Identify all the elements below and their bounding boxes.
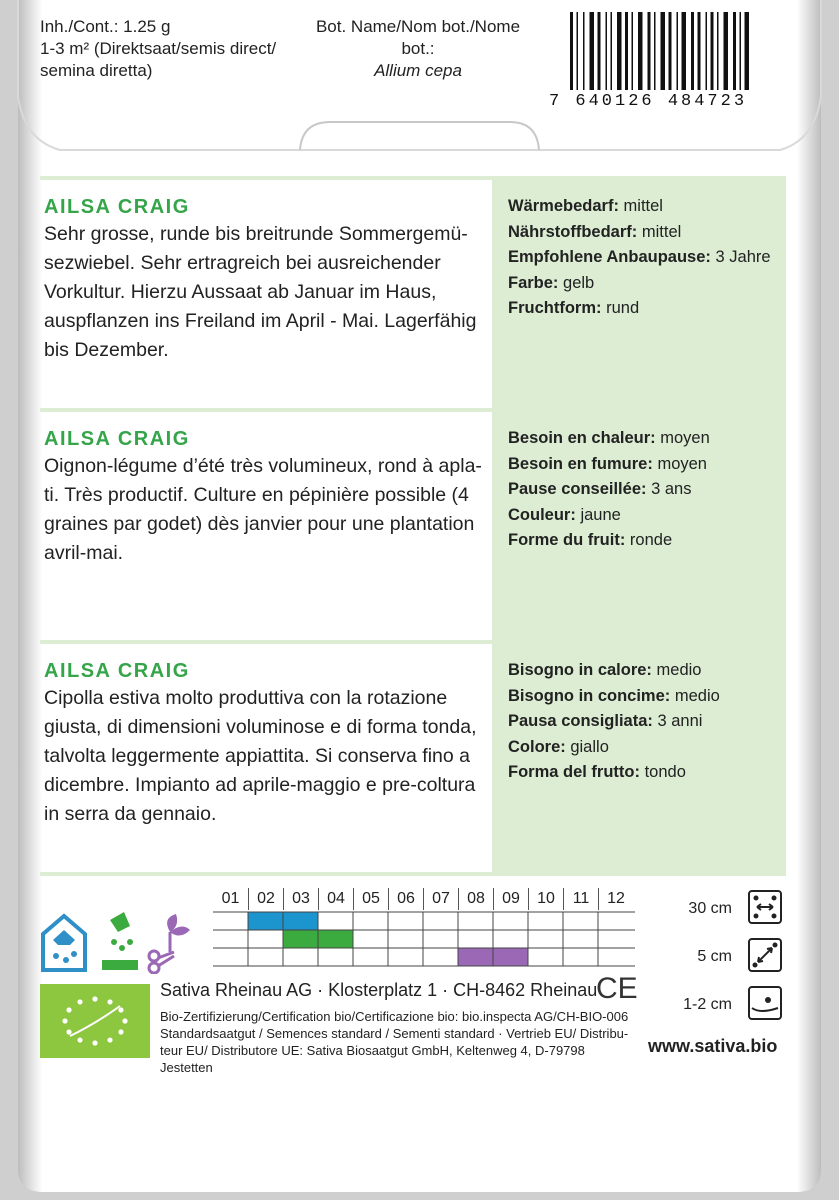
description-column — [40, 180, 492, 365]
cultivation-icons — [40, 912, 190, 974]
description-text: Oignon-légume d’été très volumineux, rond à apla- ti. Très productif. Culture en pépinière possible (4 graines par godet) dès janvier pour une plantation avril-mai. — [44, 455, 482, 564]
eu-star — [66, 1007, 71, 1012]
property-row: Pause conseillée: 3 ans — [508, 480, 692, 498]
botanical-label: Bot. Name/Nom bot./Nome bot.: — [315, 17, 521, 58]
variety-title: AILSA CRAIG — [44, 428, 190, 450]
eu-star — [92, 1040, 97, 1045]
description-column — [40, 412, 492, 568]
variety-title: AILSA CRAIG — [44, 196, 190, 218]
barcode-bar — [632, 12, 634, 90]
company-address: Sativa Rheinau AG · Klosterplatz 1 · CH-8462 Rheinau — [160, 980, 598, 1000]
month-label: 01 — [221, 890, 240, 907]
standard-text: Standardsaatgut / Semences standard / Sementi standard · Vertrieb EU/ Distribu- — [160, 1026, 629, 1041]
barcode-bar — [745, 12, 750, 90]
barcode-bar — [625, 12, 628, 90]
section-french — [40, 412, 786, 640]
barcode-bar — [654, 12, 656, 90]
properties-panel — [492, 644, 786, 872]
calendar-months — [213, 888, 635, 910]
month-label: 04 — [318, 888, 353, 910]
month-label: 10 — [528, 888, 563, 910]
barcode-bar — [598, 12, 601, 90]
eu-star — [107, 1037, 112, 1042]
outdoor-sowing-icon — [102, 912, 138, 970]
month-label: 11 — [563, 888, 598, 910]
barcode-bar — [691, 12, 694, 90]
barcode-bar — [606, 12, 608, 90]
barcode-bar — [677, 12, 679, 90]
sowing-depth-label: 1-2 cm — [683, 996, 732, 1013]
section-german — [40, 180, 786, 408]
eu-star — [62, 1018, 67, 1023]
eu-star — [66, 1029, 71, 1034]
property-row: Besoin en chaleur: moyen — [508, 429, 710, 447]
eu-star — [107, 999, 112, 1004]
barcode-bar — [733, 12, 736, 90]
month-label: 06 — [388, 888, 423, 910]
month-label: 02 — [248, 888, 283, 910]
property-row: Empfohlene Anbaupause: 3 Jahre — [508, 248, 771, 266]
property-row: Besoin en fumure: moyen — [508, 454, 707, 473]
website-link[interactable]: www.sativa.bio — [648, 1036, 778, 1056]
property-row: Couleur: jaune — [508, 505, 621, 524]
barcode-bar — [583, 12, 585, 90]
description-column — [40, 644, 492, 829]
ce-mark: CE — [596, 972, 638, 1005]
month-label: 09 — [493, 888, 528, 910]
content-area: 1-3 m² (Direktsaat/semis direct/ — [40, 39, 277, 58]
section-divider — [40, 872, 786, 876]
variety-title: AILSA CRAIG — [44, 660, 190, 682]
row-spacing-label: 30 cm — [688, 900, 732, 917]
barcode-number: 7 640126 484723 — [549, 92, 748, 111]
legal-info — [160, 1008, 640, 1076]
property-row: Nährstoffbedarf: mittel — [508, 222, 682, 241]
eu-organic-logo — [40, 984, 150, 1058]
botanical-name: Allium cepa — [374, 61, 462, 80]
distributor-text: teur EU/ Distributore UE: Sativa Biosaatgut GmbH, Keltenweg 4, D-79798 Jestetten — [160, 1043, 585, 1075]
properties-panel — [492, 180, 786, 408]
eu-star — [118, 1029, 123, 1034]
property-row: Farbe: gelb — [508, 273, 595, 292]
month-label: 07 — [423, 888, 458, 910]
properties-panel — [492, 412, 786, 640]
section-italian — [40, 644, 786, 872]
description-text: Cipolla estiva molto produttiva con la rotazione giusta, di dimensioni voluminose e di forma tonda, talvolta leggermente appiattita. Si conserva fino a dicembre. Impianto ad aprile-maggio e pre-coltura in serra da gennaio. — [44, 687, 477, 825]
month-label: 03 — [283, 888, 318, 910]
content-weight: Inh./Cont.: 1.25 g — [40, 17, 171, 36]
barcode-bar — [724, 12, 729, 90]
property-row: Bisogno in concime: medio — [508, 686, 720, 705]
sowing-calendar — [213, 888, 635, 975]
property-row: Fruchtform: rund — [508, 299, 640, 317]
property-row: Colore: giallo — [508, 737, 609, 756]
barcode-bar — [682, 12, 687, 90]
greenhouse-sowing-icon — [43, 916, 85, 970]
row-spacing-icon — [748, 890, 782, 924]
plant-spacing-icon — [748, 938, 782, 972]
eu-star — [122, 1018, 127, 1023]
eu-star — [92, 996, 97, 1001]
barcode-bar — [698, 12, 701, 90]
barcode-bar — [740, 12, 742, 90]
eu-star — [77, 999, 82, 1004]
barcode-bar — [717, 12, 719, 90]
barcode-bar — [570, 12, 573, 90]
property-row: Pausa consigliata: 3 anni — [508, 712, 703, 730]
eu-star — [118, 1007, 123, 1012]
calendar-grid — [213, 910, 635, 970]
property-row: Forma del frutto: tondo — [508, 763, 686, 781]
description-text: Sehr grosse, runde bis breitrunde Sommergemü- sezwiebel. Sehr ertragreich bei ausreichender Vorkultur. Hierzu Aussaat ab Januar im Haus, auspflanzen ins Freiland im April - Mai. Lagerfähig bis Dezember. — [44, 223, 477, 361]
property-row: Bisogno in calore: medio — [508, 661, 702, 679]
barcode-bar — [638, 12, 643, 90]
month-label: 05 — [353, 888, 388, 910]
barcode-bar — [611, 12, 613, 90]
property-row: Wärmebedarf: mittel — [508, 197, 663, 215]
barcode-bar — [648, 12, 651, 90]
barcode-bar — [669, 12, 672, 90]
barcode-bar — [706, 12, 708, 90]
barcode-bar — [711, 12, 714, 90]
barcode-bar — [617, 12, 622, 90]
plant-spacing-label: 5 cm — [697, 948, 732, 965]
month-label: 12 — [598, 888, 633, 910]
certification-text: Bio-Zertifizierung/Certification bio/Certificazione bio: bio.inspecta AG/CH-BIO-006 — [160, 1009, 629, 1024]
eu-star — [77, 1037, 82, 1042]
barcode-bar — [577, 12, 579, 90]
property-row: Forme du fruit: ronde — [508, 531, 673, 549]
botanical-info — [298, 16, 538, 82]
sowing-depth-icon — [748, 986, 782, 1020]
month-label: 08 — [458, 888, 493, 910]
content-info — [40, 16, 280, 82]
harvest-icon — [149, 914, 190, 973]
barcode-bar — [661, 12, 666, 90]
barcode-bar — [590, 12, 595, 90]
content-area-cont: semina diretta) — [40, 61, 153, 80]
